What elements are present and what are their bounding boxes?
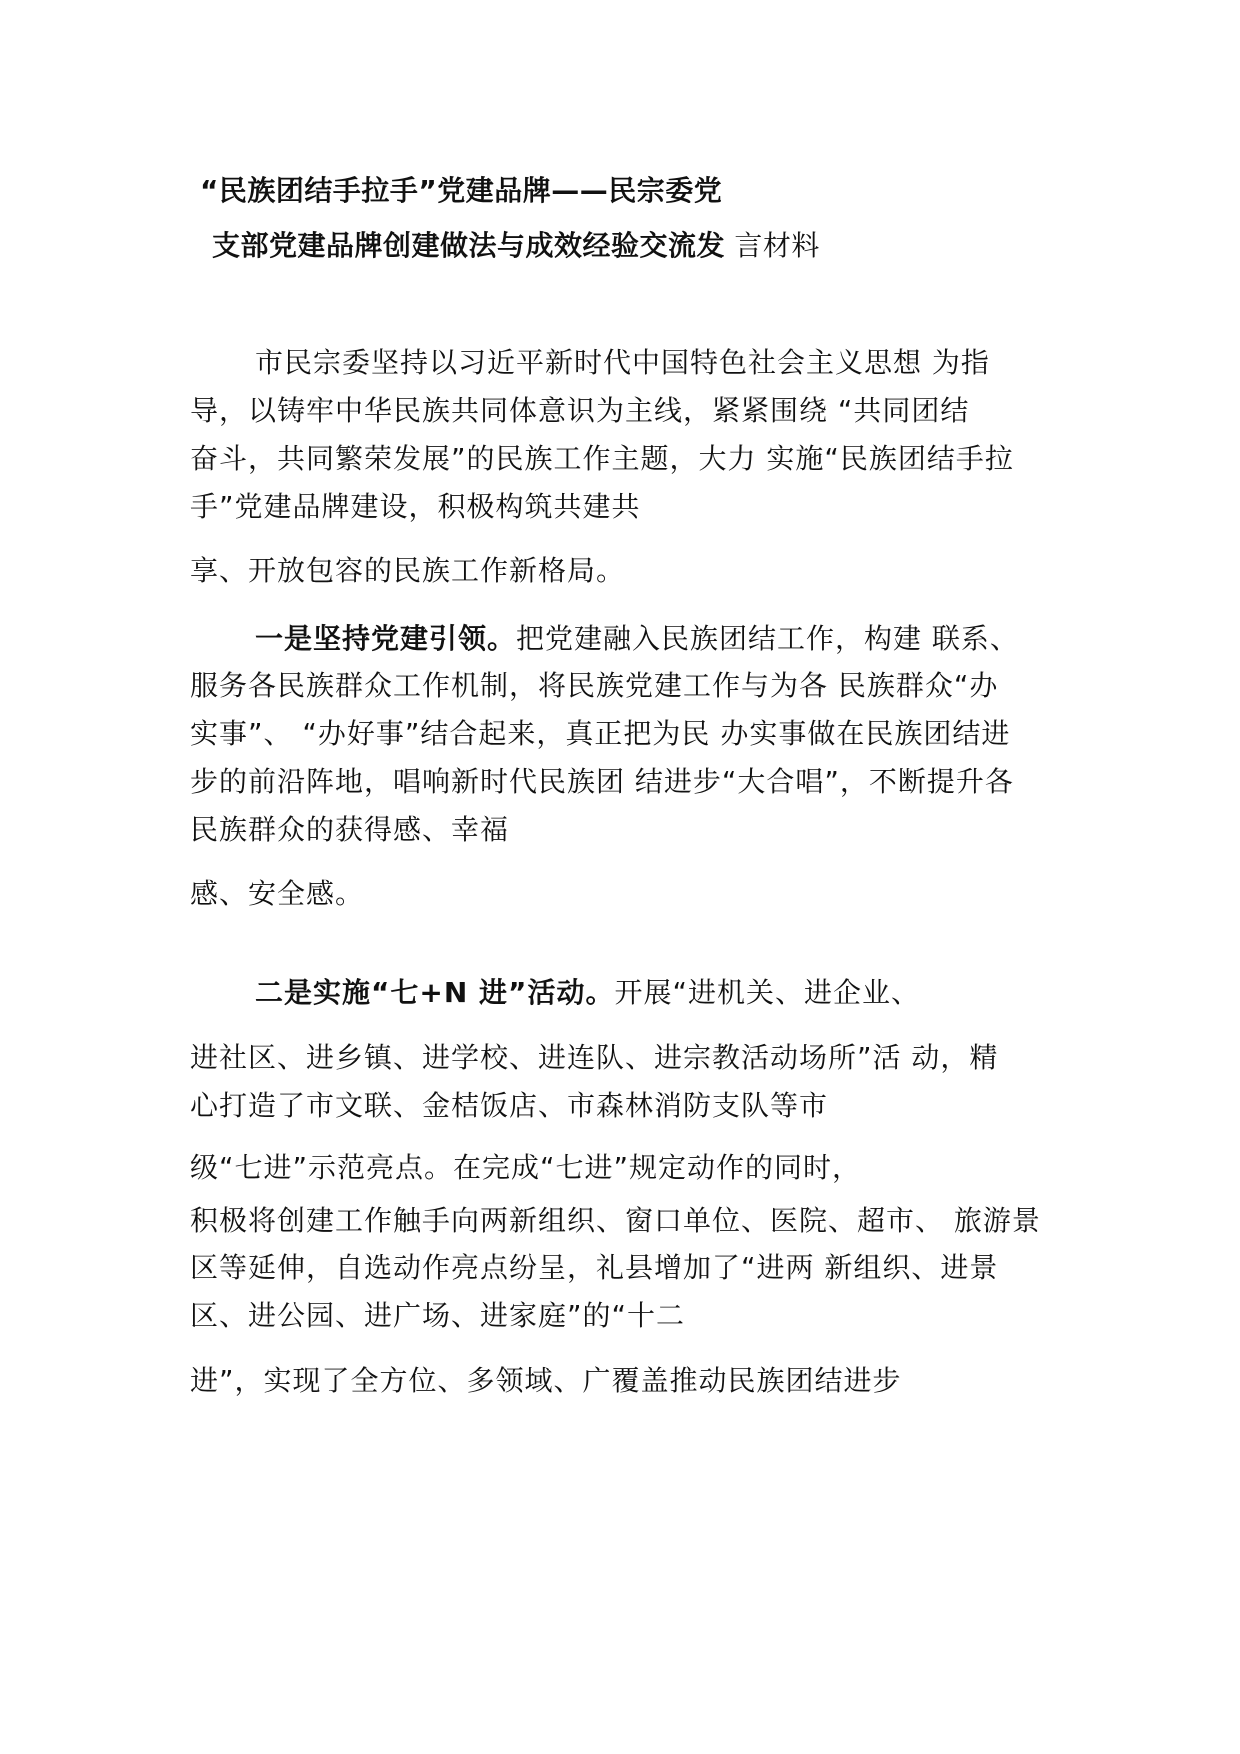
section1-line-3: 实事”、 “办好事”结合起来，真正把为民 办实事做在民族团结进 bbox=[190, 717, 1011, 750]
section2-line-8: 进”，实现了全方位、多领域、广覆盖推动民族团结进步 bbox=[190, 1364, 902, 1397]
section1-heading: 一是坚持党建引领。 bbox=[255, 622, 517, 655]
section1-first-line-rest: 把党建融入民族团结工作，构建 联系、 bbox=[516, 622, 1019, 655]
intro-line-3: 奋斗，共同繁荣发展”的民族工作主题，大力 实施“民族团结手拉 bbox=[190, 442, 1014, 475]
section2-line-6: 区等延伸，自选动作亮点纷呈，礼县增加了“进两 新组织、进景 bbox=[190, 1251, 999, 1284]
section2-line-4: 级“七进”示范亮点。在完成“七进”规定动作的同时， bbox=[190, 1151, 862, 1184]
intro-line-1: 市民宗委坚持以习近平新时代中国特色社会主义思想 为指 bbox=[255, 346, 990, 379]
title-line-2-bold: 支部党建品牌创建做法与成效经验交流发 bbox=[212, 229, 726, 262]
section1-line-2: 服务各民族群众工作机制，将民族党建工作与为各 民族群众“办 bbox=[190, 669, 999, 702]
section2-first-line-rest: 开展“进机关、进企业、 bbox=[614, 976, 920, 1009]
title-line-2-tail: 言材料 bbox=[725, 229, 820, 262]
section2-line-5: 积极将创建工作触手向两新组织、窗口单位、医院、超市、 旅游景 bbox=[190, 1204, 1041, 1237]
section2-line-7: 区、进公园、进广场、进家庭”的“十二 bbox=[190, 1299, 686, 1332]
section2-line-3: 心打造了市文联、金桔饭店、市森林消防支队等市 bbox=[190, 1089, 829, 1122]
section1-line-4: 步的前沿阵地，唱响新时代民族团 结进步“大合唱”，不断提升各 bbox=[190, 765, 1014, 798]
section1-line-5: 民族群众的获得感、幸福 bbox=[190, 813, 510, 846]
section1-line-6: 感、安全感。 bbox=[190, 877, 365, 910]
intro-line-4: 手”党建品牌建设，积极构筑共建共 bbox=[190, 490, 641, 523]
title-line-2 bbox=[212, 228, 820, 264]
intro-line-5: 享、开放包容的民族工作新格局。 bbox=[190, 554, 626, 587]
section2-heading: 二是实施“七+N 进”活动。 bbox=[255, 976, 615, 1009]
section2-first-line bbox=[255, 975, 920, 1011]
title-line-1: “民族团结手拉手”党建品牌——民宗委党 bbox=[200, 174, 723, 207]
intro-line-2: 导，以铸牢中华民族共同体意识为主线，紧紧围绕 “共同团结 bbox=[190, 394, 970, 427]
section1-first-line bbox=[255, 621, 1019, 657]
section2-line-2: 进社区、进乡镇、进学校、进连队、进宗教活动场所”活 动，精 bbox=[190, 1041, 999, 1074]
